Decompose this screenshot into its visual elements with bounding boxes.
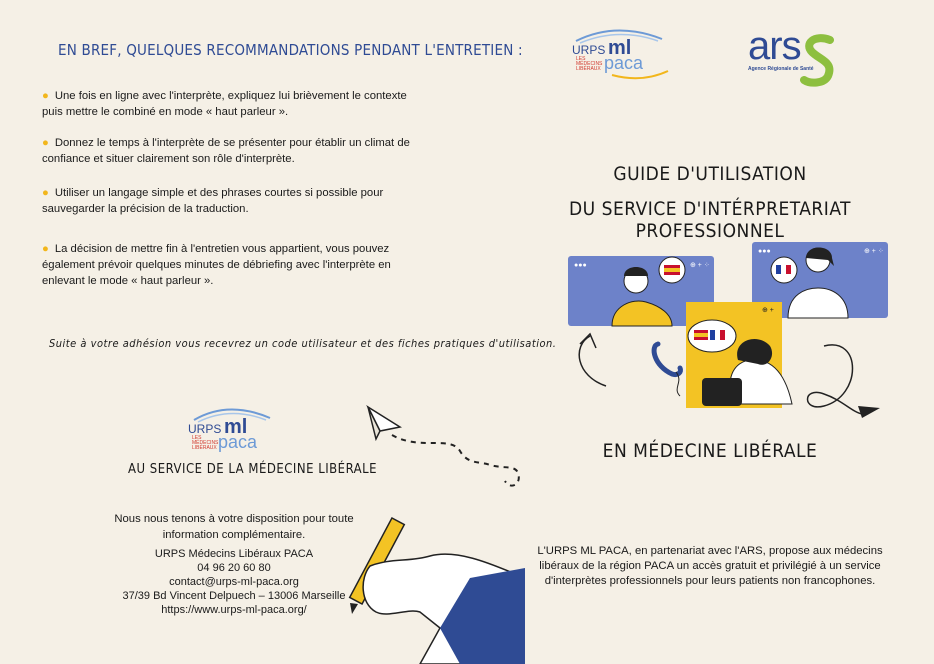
bullet-icon: ● xyxy=(42,137,49,149)
recommendation-item xyxy=(42,88,422,120)
svg-text:⊕ + ⁘: ⊕ + ⁘ xyxy=(864,248,884,255)
urps-logo-prefix: URPS xyxy=(572,43,606,57)
service-tagline: AU SERVICE DE LA MÉDECINE LIBÉRALE xyxy=(128,462,378,477)
urps-logo-paca: paca xyxy=(218,432,258,452)
urps-logo-top xyxy=(572,27,670,83)
contact-email: contact@urps-ml-paca.org xyxy=(169,576,299,588)
recommendation-text: Utiliser un langage simple et des phrases courtes si possible pour sauvegarder la précision de la traduction. xyxy=(42,187,384,215)
service-description: L'URPS ML PACA, en partenariat avec l'ARS, propose aux médecins libéraux de la région PACA un accès gratuit et privilégié à un service d'interprètes professionnels pour leurs patients non francophones. xyxy=(537,545,883,587)
recommendation-text: La décision de mettre fin à l'entretien vous appartient, vous pouvez également prévoir quelques minutes de débriefing avec l'interprète en enlevant le mode « haut parleur ». xyxy=(42,243,391,287)
ars-s-icon xyxy=(800,32,840,88)
contact-address: 37/39 Bd Vincent Delpuech – 13006 Marseille xyxy=(122,590,346,602)
urps-logo-paca: paca xyxy=(604,53,644,73)
svg-text:⊕ +: ⊕ + xyxy=(762,307,774,314)
ars-logo-word: ars xyxy=(748,24,801,68)
contact-phone: 04 96 20 60 80 xyxy=(197,562,271,574)
bullet-icon: ● xyxy=(42,90,49,102)
contact-block xyxy=(100,511,368,617)
recommendation-item xyxy=(42,185,422,217)
urps-logo xyxy=(188,404,278,460)
bullet-icon: ● xyxy=(42,187,49,199)
contact-org: URPS Médecins Libéraux PACA xyxy=(154,548,314,560)
urps-logo-prefix: URPS xyxy=(188,422,222,436)
svg-text:●●●: ●●● xyxy=(758,248,771,255)
contact-website: https://www.urps-ml-paca.org/ xyxy=(161,604,307,616)
urps-logo-ml: ml xyxy=(224,416,248,438)
recommendation-item xyxy=(42,241,422,289)
hand-with-pen-icon xyxy=(330,508,525,664)
guide-title-line2: DU SERVICE D'INTÉRPRETARIAT PROFESSIONNEL xyxy=(569,198,851,242)
svg-text:⊕ + ⁘: ⊕ + ⁘ xyxy=(690,262,710,269)
recommendation-text: Donnez le temps à l'interprète de se présenter pour établir un climat de confiance et situer clairement son rôle d'interprète. xyxy=(42,137,410,165)
urps-logo-sub: LES MÉDECINS LIBÉRAUX xyxy=(192,435,219,451)
adhesion-note: Suite à votre adhésion vous recevrez un code utilisateur et des fiches pratiques d'utilisation. xyxy=(49,337,557,350)
interpreting-illustration xyxy=(562,236,892,426)
guide-title-line1: GUIDE D'UTILISATION xyxy=(613,163,807,185)
recommendation-text: Une fois en ligne avec l'interprète, expliquez lui brièvement le contexte puis mettre le combiné en mode « haut parleur ». xyxy=(42,90,407,118)
paper-plane-icon xyxy=(340,395,540,495)
contact-lead: Nous nous tenons à votre disposition pour toute information complémentaire. xyxy=(114,513,354,541)
urps-logo-ml: ml xyxy=(608,37,632,59)
recommendation-item xyxy=(42,135,422,167)
bullet-icon: ● xyxy=(42,243,49,255)
svg-text:●●●: ●●● xyxy=(574,262,587,269)
ars-logo xyxy=(748,24,843,88)
guide-title-line3: EN MÉDECINE LIBÉRALE xyxy=(602,440,818,462)
recommendations-title: EN BREF, QUELQUES RECOMMANDATIONS PENDANT L'ENTRETIEN : xyxy=(58,41,523,59)
ars-logo-sub: Agence Régionale de Santé xyxy=(748,66,814,72)
urps-logo-sub: LES MÉDECINS LIBÉRAUX xyxy=(576,56,603,72)
